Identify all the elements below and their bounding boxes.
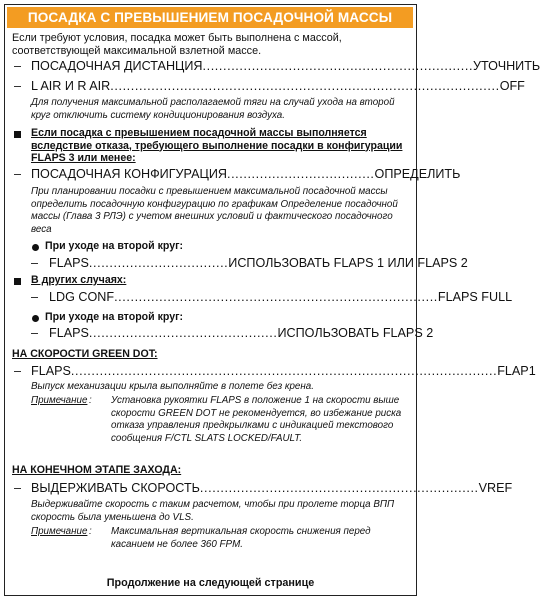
checklist-page (4, 4, 540, 596)
item-value: ОПРЕДЕЛИТЬ (374, 167, 461, 181)
item-value: FLAP1 (497, 364, 536, 378)
dash-marker: – (14, 481, 22, 495)
item-value: FLAPS FULL (437, 290, 513, 304)
remark-colon-1: : (89, 395, 92, 406)
item-flaps-3 (31, 364, 536, 379)
round-bullet-icon (32, 244, 39, 251)
flaps3-condition: Если посадка с превышением посадочной массы выполняется вследствие отказа, требующего выполнение посадки в конфигурации FLAPS 3 или менее: (31, 127, 403, 164)
item-label: ВЫДЕРЖИВАТЬ СКОРОСТЬ (31, 481, 200, 495)
remark-label-2: Примечание (31, 526, 88, 537)
leader-dots: ............................................................................................... (110, 79, 500, 93)
continued-footer: Продолжение на следующей странице (106, 577, 315, 589)
item-value: ИСПОЛЬЗОВАТЬ FLAPS 2 (277, 326, 434, 340)
dash-marker: – (31, 256, 39, 270)
dash-marker: – (31, 326, 39, 340)
dash-marker: – (14, 167, 22, 181)
flaps-3-note: Выпуск механизации крыла выполняйте в полете без крена. (31, 381, 314, 392)
intro-text: Если требуют условия, посадка может быть выполнена с массой, соответствующей максимальной взлетной массе. (12, 32, 342, 57)
square-bullet-icon (14, 131, 21, 138)
other-cases-heading: В других случаях: (31, 274, 127, 286)
dash-marker: – (14, 59, 22, 73)
item-value: УТОЧНИТЬ (473, 59, 540, 73)
item-flaps-2 (49, 326, 434, 341)
remark-colon-2: : (89, 526, 92, 537)
leader-dots: .................................. (88, 256, 229, 270)
item-label: FLAPS (49, 256, 89, 270)
item-label: FLAPS (31, 364, 71, 378)
page-title: ПОСАДКА С ПРЕВЫШЕНИЕМ ПОСАДОЧНОЙ МАССЫ (7, 7, 413, 28)
round-bullet-icon (32, 315, 39, 322)
item-label: ПОСАДОЧНАЯ ДИСТАНЦИЯ (31, 59, 203, 73)
item-value: VREF (478, 481, 513, 495)
item-hold-speed (31, 481, 513, 496)
leader-dots: .................................... (226, 167, 375, 181)
leader-dots: .................................................................. (202, 59, 474, 73)
leader-dots: ............................................................................... (114, 290, 438, 304)
item-flaps-1 (49, 256, 468, 271)
item-label: L AIR И R AIR (31, 79, 111, 93)
item-air (31, 79, 525, 94)
go-around-heading-2: При уходе на второй круг: (45, 311, 184, 323)
item-ldg-conf (49, 290, 513, 305)
remark-text-1: Установка рукоятки FLAPS в положение 1 на скорости выше скорости GREEN DOT не рекомендуется, во избежание риска отказа управления предкрылками с индикацией текстового сообщения F/CTL SLATS LOCKED/FAULT. (111, 395, 402, 444)
item-value: OFF (499, 79, 525, 93)
go-around-heading-1: При уходе на второй круг: (45, 240, 184, 252)
remark-label-1: Примечание (31, 395, 88, 406)
dash-marker: – (14, 364, 22, 378)
item-label: FLAPS (49, 326, 89, 340)
remark-text-2: Максимальная вертикальная скорость снижения перед касанием не более 360 FPM. (111, 526, 371, 550)
approach-heading: НА КОНЕЧНОМ ЭТАПЕ ЗАХОДА: (12, 464, 182, 476)
dash-marker: – (31, 290, 39, 304)
leader-dots: ........................................................................................................ (70, 364, 498, 378)
config-note: При планировании посадки с превышением максимальной посадочной массы определить посадочную конфигурацию по графикам Определение посадочной массы (Глава 3 РЛЭ) с учетом внешних условий и фактического посадочного веса (31, 186, 398, 235)
item-landing-distance (31, 59, 540, 74)
item-label: ПОСАДОЧНАЯ КОНФИГУРАЦИЯ (31, 167, 227, 181)
dash-marker: – (14, 79, 22, 93)
square-bullet-icon (14, 278, 21, 285)
item-value: ИСПОЛЬЗОВАТЬ FLAPS 1 ИЛИ FLAPS 2 (228, 256, 468, 270)
leader-dots: .............................................. (88, 326, 278, 340)
item-landing-config (31, 167, 461, 182)
green-dot-heading: НА СКОРОСТИ GREEN DOT: (12, 348, 158, 360)
item-label: LDG CONF (49, 290, 115, 304)
leader-dots: .................................................................... (199, 481, 479, 495)
hold-speed-note: Выдерживайте скорость с таким расчетом, чтобы при пролете торца ВПП скорость была уменьшена до VLS. (31, 499, 395, 523)
air-note: Для получения максимальной располагаемой тяги на случай ухода на второй круг отключить систему кондиционирования воздуха. (31, 97, 395, 121)
